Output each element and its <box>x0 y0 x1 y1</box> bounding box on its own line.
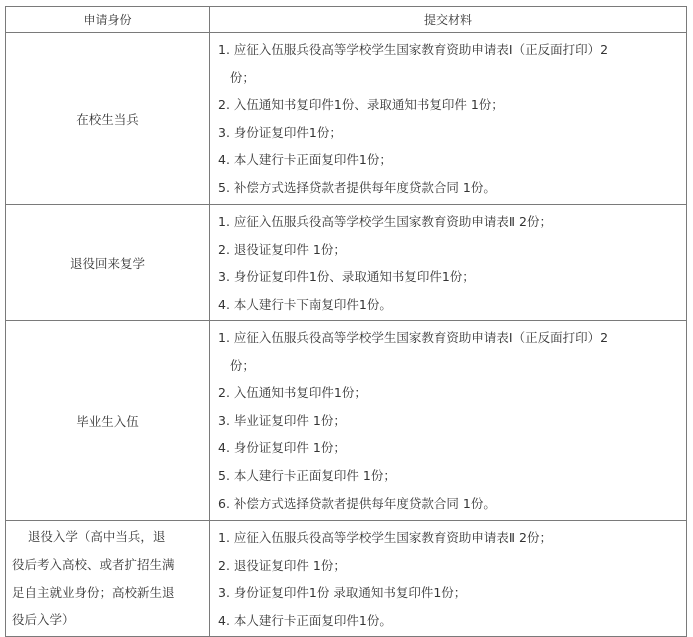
table-header-row <box>6 7 687 33</box>
material-line: 1. 应征入伍服兵役高等学校学生国家教育资助申请表Ⅰ（正反面打印）2 <box>218 42 609 57</box>
material-line: 2. 退役证复印件 1份； <box>218 557 346 573</box>
material-line: 6. 补偿方式选择贷款者提供每年度贷款合同 1份。 <box>218 495 496 511</box>
identity-cell: 在校生当兵 <box>6 33 210 205</box>
material-line: 2. 入伍通知书复印件1份； <box>218 385 367 401</box>
materials-table-container <box>5 6 687 637</box>
material-line: 5. 补偿方式选择贷款者提供每年度贷款合同 1份。 <box>218 179 496 195</box>
table-row <box>6 205 687 321</box>
table-row <box>6 33 687 205</box>
material-line: 3. 身份证复印件1份 录取通知书复印件1份； <box>218 585 467 601</box>
material-line: 4. 本人建行卡正面复印件1份。 <box>218 612 392 628</box>
table-row <box>6 321 687 521</box>
material-line: 3. 身份证复印件1份、录取通知书复印件1份； <box>218 269 475 285</box>
materials-table <box>5 6 687 637</box>
material-line: 1. 应征入伍服兵役高等学校学生国家教育资助申请表Ⅱ 2份； <box>218 214 552 229</box>
materials-cell <box>210 33 687 205</box>
identity-line: 役后考入高校、或者扩招生满 <box>12 556 175 572</box>
identity-cell: 毕业生入伍 <box>6 321 210 521</box>
material-line: 1. 应征入伍服兵役高等学校学生国家教育资助申请表Ⅰ（正反面打印）2 <box>218 330 609 345</box>
identity-cell <box>6 521 210 637</box>
material-line: 3. 毕业证复印件 1份； <box>218 412 346 428</box>
materials-cell <box>210 321 687 521</box>
identity-line: 役后入学） <box>12 612 75 628</box>
material-line: 5. 本人建行卡正面复印件 1份； <box>218 467 396 483</box>
materials-cell <box>210 521 687 637</box>
material-line: 4. 身份证复印件 1份； <box>218 440 346 456</box>
identity-line: 足自主就业身份；高校新生退 <box>12 584 175 600</box>
material-line: 份； <box>218 69 255 85</box>
material-line: 3. 身份证复印件1份； <box>218 124 342 140</box>
material-line: 4. 本人建行卡下南复印件1份。 <box>218 296 392 312</box>
material-line: 份； <box>218 357 255 373</box>
identity-cell: 退役回来复学 <box>6 205 210 321</box>
table-row <box>6 521 687 637</box>
material-line: 2. 入伍通知书复印件1份、录取通知书复印件 1份； <box>218 97 504 113</box>
identity-line: 退役入学（高中当兵，退 <box>12 529 166 545</box>
material-line: 4. 本人建行卡正面复印件1份； <box>218 152 392 168</box>
header-materials: 提交材料 <box>210 7 687 33</box>
header-identity: 申请身份 <box>6 7 210 33</box>
materials-cell <box>210 205 687 321</box>
material-line: 1. 应征入伍服兵役高等学校学生国家教育资助申请表Ⅱ 2份； <box>218 530 552 545</box>
material-line: 2. 退役证复印件 1份； <box>218 241 346 257</box>
